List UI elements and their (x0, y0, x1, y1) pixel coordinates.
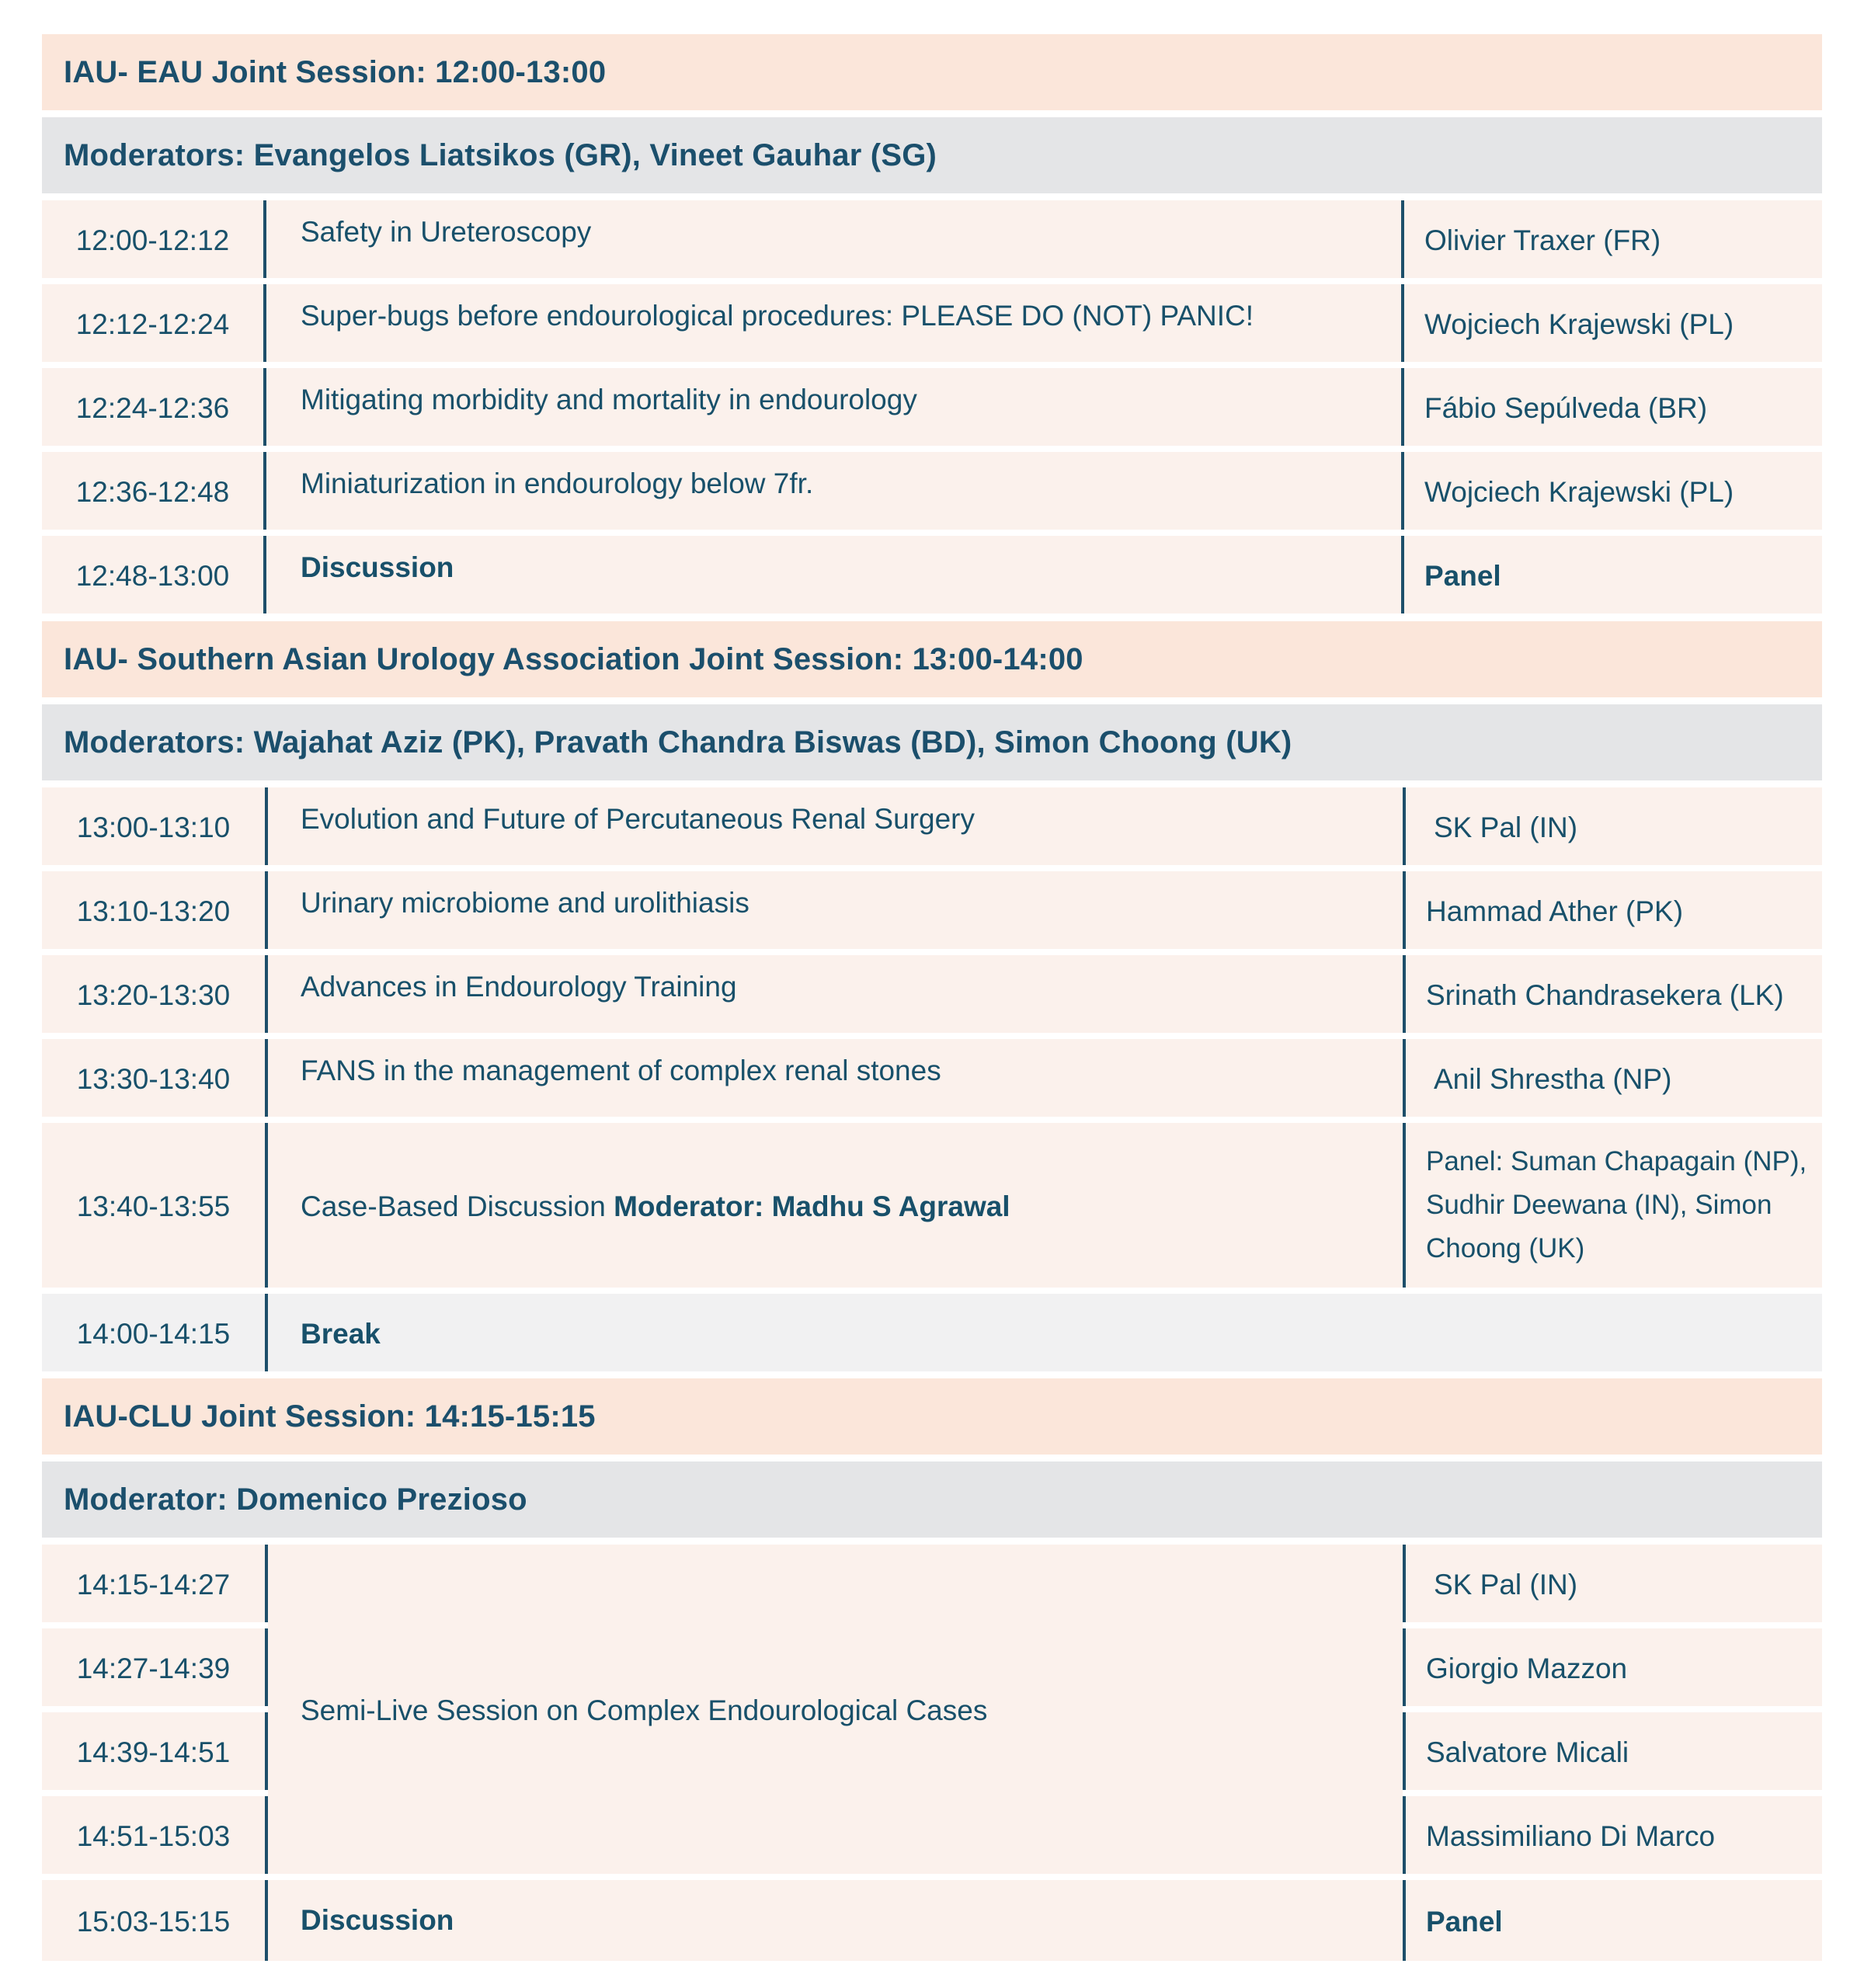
moderators-row: Moderators: Wajahat Aziz (PK), Pravath Chandra Biswas (BD), Simon Choong (UK) (42, 704, 1822, 780)
break-label: Break (268, 1294, 1822, 1371)
talk-title (268, 1123, 1403, 1288)
speaker-cell: Fábio Sepúlveda (BR) (1404, 368, 1822, 446)
speaker-cell: Salvatore Micali (1406, 1712, 1822, 1790)
speaker-cell: Srinath Chandrasekera (LK) (1406, 955, 1822, 1033)
session-header: IAU- Southern Asian Urology Association Joint Session: 13:00-14:00 (42, 621, 1822, 697)
time-cell: 13:00-13:10 (42, 787, 265, 865)
time-cell: 12:24-12:36 (42, 368, 263, 446)
speaker-cell: SK Pal (IN) (1406, 787, 1822, 865)
speaker-cell: Panel (1404, 536, 1822, 613)
time-cell: 14:51-15:03 (42, 1796, 265, 1874)
talk-title: Miniaturization in endourology below 7fr. (266, 452, 1401, 530)
talk-title: Mitigating morbidity and mortality in endourology (266, 368, 1401, 446)
speaker-cell: Wojciech Krajewski (PL) (1404, 452, 1822, 530)
speaker-cell: Hammad Ather (PK) (1406, 871, 1822, 949)
panel-speakers: Panel: Suman Chapagain (NP), Sudhir Deewana (IN), Simon Choong (UK) (1406, 1123, 1822, 1288)
talk-title: Discussion (266, 536, 1401, 613)
talk-title: Super-bugs before endourological procedures: PLEASE DO (NOT) PANIC! (266, 284, 1401, 362)
session-header: IAU- EAU Joint Session: 12:00-13:00 (42, 34, 1822, 110)
talk-title: FANS in the management of complex renal stones (268, 1039, 1403, 1117)
time-cell: 15:03-15:15 (42, 1880, 265, 1961)
time-cell: 12:00-12:12 (42, 200, 263, 278)
speaker-cell: Massimiliano Di Marco (1406, 1796, 1822, 1874)
time-cell: 14:15-14:27 (42, 1545, 265, 1622)
time-cell: 12:48-13:00 (42, 536, 263, 613)
speaker-cell: Giorgio Mazzon (1406, 1628, 1822, 1706)
case-moderator: Moderator: Madhu S Agrawal (614, 1190, 1010, 1222)
talk-title: Advances in Endourology Training (268, 955, 1403, 1033)
time-cell: 14:39-14:51 (42, 1712, 265, 1790)
talk-title: Safety in Ureteroscopy (266, 200, 1401, 278)
break-time: 14:00-14:15 (42, 1294, 265, 1371)
talk-title: Urinary microbiome and urolithiasis (268, 871, 1403, 949)
speaker-cell: Anil Shrestha (NP) (1406, 1039, 1822, 1117)
session-header: IAU-CLU Joint Session: 14:15-15:15 (42, 1378, 1822, 1455)
moderators-row: Moderators: Evangelos Liatsikos (GR), Vineet Gauhar (SG) (42, 117, 1822, 193)
talk-title: Discussion (268, 1880, 1403, 1961)
time-cell: 13:10-13:20 (42, 871, 265, 949)
talk-title: Evolution and Future of Percutaneous Renal Surgery (268, 787, 1403, 865)
time-cell: 14:27-14:39 (42, 1628, 265, 1706)
time-cell: 12:36-12:48 (42, 452, 263, 530)
moderators-row: Moderator: Domenico Prezioso (42, 1461, 1822, 1538)
speaker-cell: Olivier Traxer (FR) (1404, 200, 1822, 278)
speaker-cell: Panel (1406, 1880, 1822, 1961)
speaker-cell: SK Pal (IN) (1406, 1545, 1822, 1622)
speaker-cell: Wojciech Krajewski (PL) (1404, 284, 1822, 362)
time-cell: 12:12-12:24 (42, 284, 263, 362)
time-cell: 13:20-13:30 (42, 955, 265, 1033)
talk-title-text: Case-Based Discussion (301, 1190, 606, 1222)
merged-talk-title: Semi-Live Session on Complex Endourological Cases (268, 1545, 1403, 1874)
time-cell: 13:30-13:40 (42, 1039, 265, 1117)
time-cell: 13:40-13:55 (42, 1123, 265, 1288)
